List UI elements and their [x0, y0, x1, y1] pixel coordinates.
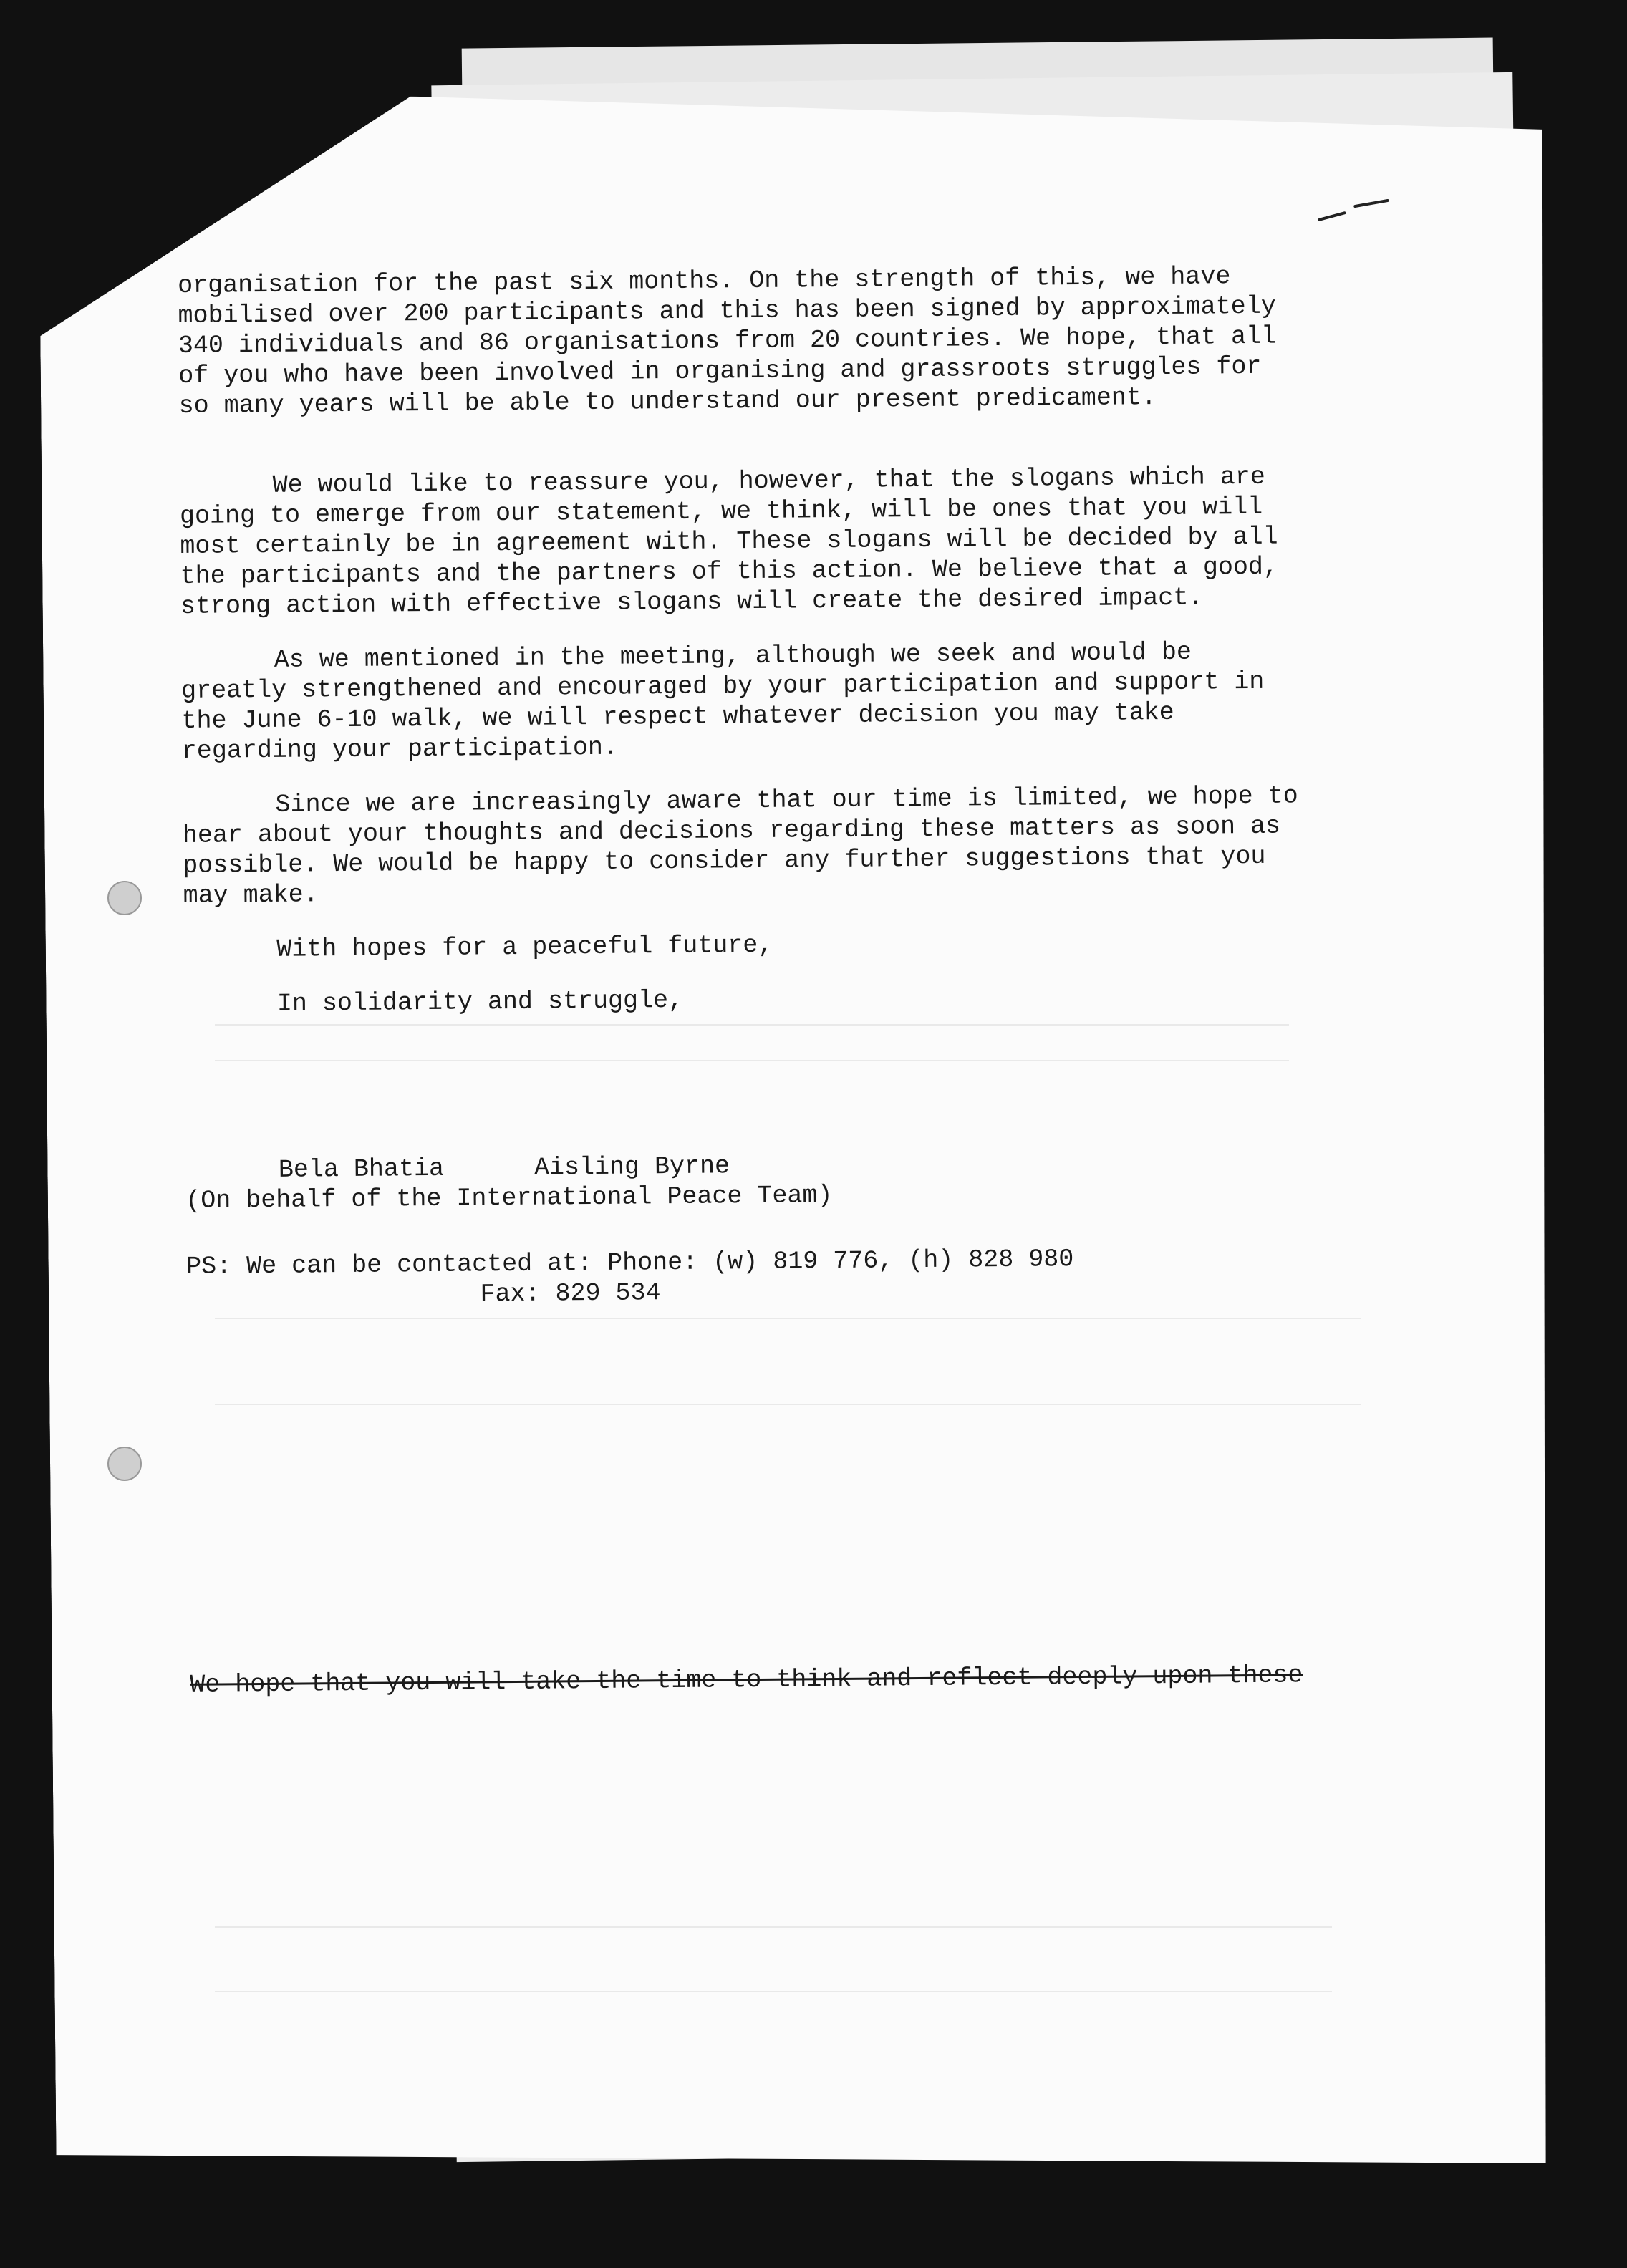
bleed-through-line	[215, 1926, 1332, 1928]
punch-hole	[107, 881, 142, 915]
postscript-fax: Fax: 829 534	[480, 1278, 661, 1309]
paragraph: We would like to reassure you, however, that the slogans which are going to emerge from our statement, we think, will be ones that you will most certainly be in agreement with. These slogans will be decided by all the participants and the partners of this action. We believe that a good, strong action with effective slogans will create the desired impact.	[179, 462, 1294, 621]
punch-hole	[107, 1447, 142, 1481]
closing-line: In solidarity and struggle,	[276, 985, 684, 1018]
struck-through-line: We hope that you will take the time to think and reflect deeply upon these	[190, 1661, 1303, 1699]
signatory-names: Bela Bhatia Aisling Byrne	[278, 1152, 730, 1184]
bleed-through-line	[215, 1991, 1332, 1992]
letter-body	[178, 261, 1314, 1700]
paragraph: organisation for the past six months. On the strength of this, we have mobilised over 200 participants and this has been signed by approximately 340 individuals and 86 organisations from 20 countries. We hope, that all of you who have been involved in organising and grassroots struggles for so many years will be able to understand our present predicament.	[178, 261, 1292, 420]
paragraph: Since we are increasingly aware that our time is limited, we hope to hear about your thoughts and decisions regarding these matters as soon as possible. We would be happy to consider any further suggestions that you may make.	[182, 781, 1313, 910]
signatory-affiliation: (On behalf of the International Peace Team)	[185, 1181, 833, 1215]
postscript-contact: PS: We can be contacted at: Phone: (w) 819 776, (h) 828 980	[185, 1245, 1074, 1281]
paragraph: As we mentioned in the meeting, although we seek and would be greatly strengthened and encouraged by your participation and support in the June 6-10 walk, we will respect whatever decision you may take regarding your participation.	[180, 637, 1280, 766]
closing-line: With hopes for a peaceful future,	[276, 930, 773, 964]
